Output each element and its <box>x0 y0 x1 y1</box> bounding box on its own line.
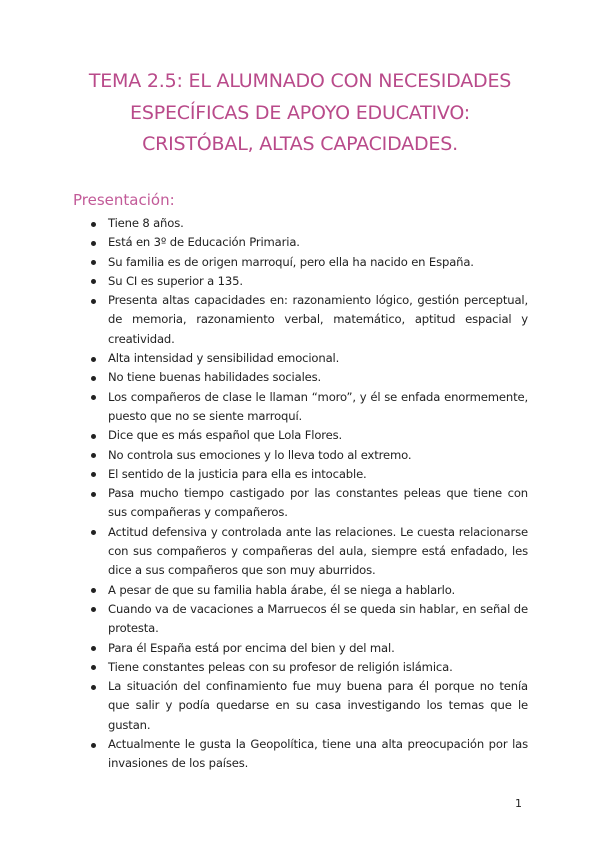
list-item: Dice que es más español que Lola Flores. <box>90 426 528 445</box>
section-heading: Presentación: <box>73 191 175 209</box>
list-item: Pasa mucho tiempo castigado por las constantes peleas que tiene con sus compañeras y compañeros. <box>90 484 528 523</box>
list-item: No controla sus emociones y lo lleva todo al extremo. <box>90 446 528 465</box>
list-item: Para él España está por encima del bien y del mal. <box>90 639 528 658</box>
title-line: CRISTÓBAL, ALTAS CAPACIDADES. <box>142 133 458 155</box>
list-item: La situación del confinamiento fue muy buena para él porque no tenía que salir y podía quedarse en su casa investigando los temas que le gustan. <box>90 677 528 735</box>
list-item: Los compañeros de clase le llaman “moro”, y él se enfada enormemente, puesto que no se siente marroquí. <box>90 388 528 427</box>
list-item: A pesar de que su familia habla árabe, él se niega a hablarlo. <box>90 581 528 600</box>
list-item: Cuando va de vacaciones a Marruecos él se queda sin hablar, en señal de protesta. <box>90 600 528 639</box>
list-item: Está en 3º de Educación Primaria. <box>90 233 528 252</box>
title-line: ESPECÍFICAS DE APOYO EDUCATIVO: <box>130 101 470 124</box>
list-item: Tiene 8 años. <box>90 214 528 233</box>
list-item: No tiene buenas habilidades sociales. <box>90 368 528 387</box>
title-line: TEMA 2.5: EL ALUMNADO CON NECESIDADES <box>88 70 512 92</box>
page-title <box>60 66 540 161</box>
list-item: Su CI es superior a 135. <box>90 272 528 291</box>
list-item: Alta intensidad y sensibilidad emocional. <box>90 349 528 368</box>
list-item: Su familia es de origen marroquí, pero ella ha nacido en España. <box>90 253 528 272</box>
bullet-list <box>90 214 528 774</box>
list-item: Presenta altas capacidades en: razonamiento lógico, gestión perceptual, de memoria, razonamiento verbal, matemático, aptitud espacial y creatividad. <box>90 291 528 349</box>
page-number: 1 <box>515 797 522 810</box>
list-item: Actualmente le gusta la Geopolítica, tiene una alta preocupación por las invasiones de los países. <box>90 735 528 774</box>
list-item: Actitud defensiva y controlada ante las relaciones. Le cuesta relacionarse con sus compañeros y compañeras del aula, siempre está enfadado, les dice a sus compañeros que son muy aburridos. <box>90 523 528 581</box>
list-item: Tiene constantes peleas con su profesor de religión islámica. <box>90 658 528 677</box>
list-item: El sentido de la justicia para ella es intocable. <box>90 465 528 484</box>
